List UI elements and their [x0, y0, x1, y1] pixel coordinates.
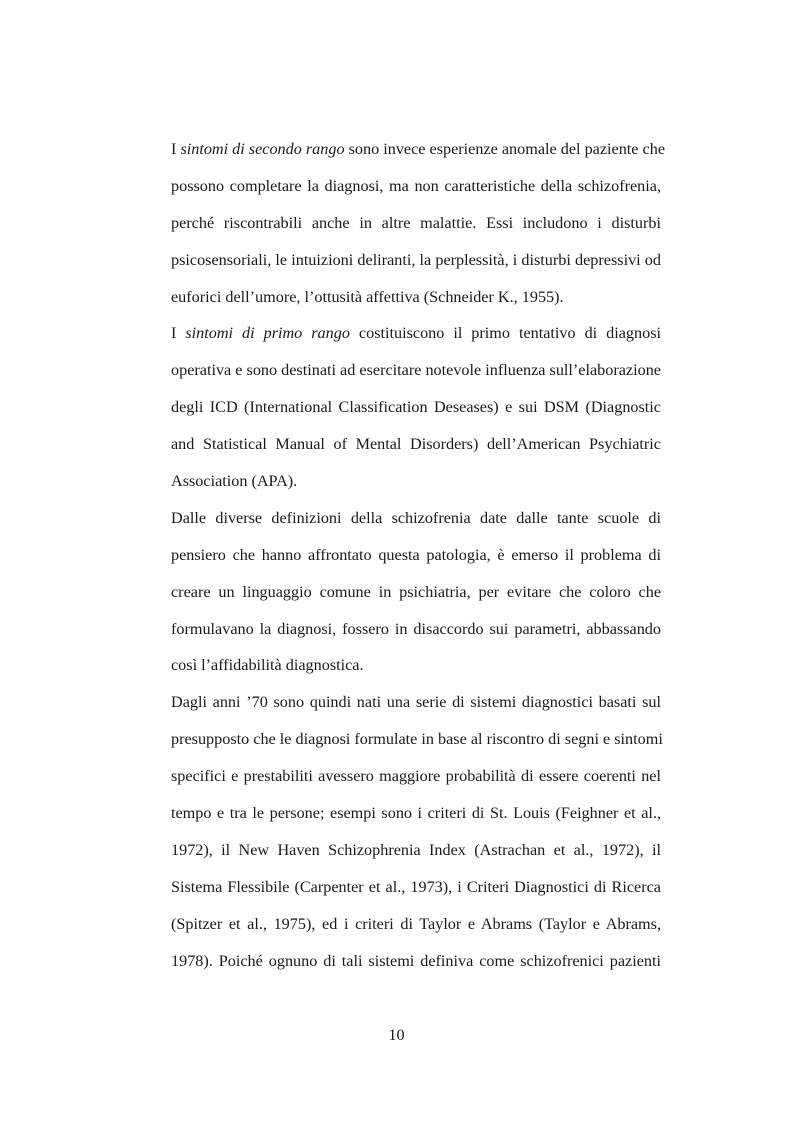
- text-line: I sintomi di secondo rango sono invece esperienze anomale del paziente che: [171, 140, 666, 158]
- text-line: euforici dell’umore, l’ottusità affettiva (Schneider K., 1955).: [171, 287, 564, 306]
- text-line: and Statistical Manual of Mental Disorders) dell’American Psychiatric: [171, 435, 661, 454]
- text-line: così l’affidabilità diagnostica.: [171, 656, 364, 675]
- text-line: formulavano la diagnosi, fossero in disaccordo sui parametri, abbassando: [171, 619, 661, 638]
- text-line: 1972), il New Haven Schizophrenia Index (Astrachan et al., 1972), il: [171, 840, 661, 859]
- paragraph: [171, 131, 666, 315]
- emphasized-term: sintomi di secondo rango: [180, 140, 345, 158]
- text-line: creare un linguaggio comune in psichiatria, per evitare che coloro che: [171, 582, 661, 601]
- text-line: (Spitzer et al., 1975), ed i criteri di Taylor e Abrams (Taylor e Abrams,: [171, 914, 661, 933]
- paragraph: [171, 684, 661, 979]
- text-line: pensiero che hanno affrontato questa patologia, è emerso il problema di: [171, 545, 661, 564]
- text-line: Sistema Flessibile (Carpenter et al., 1973), i Criteri Diagnostici di Ricerca: [171, 877, 661, 896]
- text-line: operativa e sono destinati ad esercitare notevole influenza sull’elaborazione: [171, 361, 661, 380]
- text-line: Dagli anni ’70 sono quindi nati una serie di sistemi diagnostici basati sul: [171, 693, 661, 712]
- paragraph: [171, 500, 661, 684]
- text-line: Association (APA).: [171, 472, 298, 491]
- text-line: presupposto che le diagnosi formulate in base al riscontro di segni e sintomi: [171, 730, 663, 749]
- text-line: I sintomi di primo rango costituiscono il primo tentativo di diagnosi: [171, 324, 661, 343]
- text-line: 1978). Poiché ognuno di tali sistemi definiva come schizofrenici pazienti: [171, 951, 661, 970]
- text-line: tempo e tra le persone; esempi sono i criteri di St. Louis (Feighner et al.,: [171, 804, 661, 823]
- text-line: degli ICD (International Classification Deseases) e sui DSM (Diagnostic: [171, 398, 661, 417]
- body-text: [171, 131, 666, 979]
- text-line: perché riscontrabili anche in altre malattie. Essi includono i disturbi: [171, 213, 661, 232]
- paragraph: [171, 315, 661, 499]
- text-line: specifici e prestabiliti avessero maggiore probabilità di essere coerenti nel: [171, 767, 661, 786]
- emphasized-term: sintomi di primo rango: [185, 324, 350, 343]
- text-line: psicosensoriali, le intuizioni deliranti, la perplessità, i disturbi depressivi od: [171, 250, 661, 269]
- text-line: Dalle diverse definizioni della schizofrenia date dalle tante scuole di: [171, 508, 661, 527]
- page-number: 10: [388, 1026, 405, 1044]
- text-line: possono completare la diagnosi, ma non caratteristiche della schizofrenia,: [171, 176, 661, 195]
